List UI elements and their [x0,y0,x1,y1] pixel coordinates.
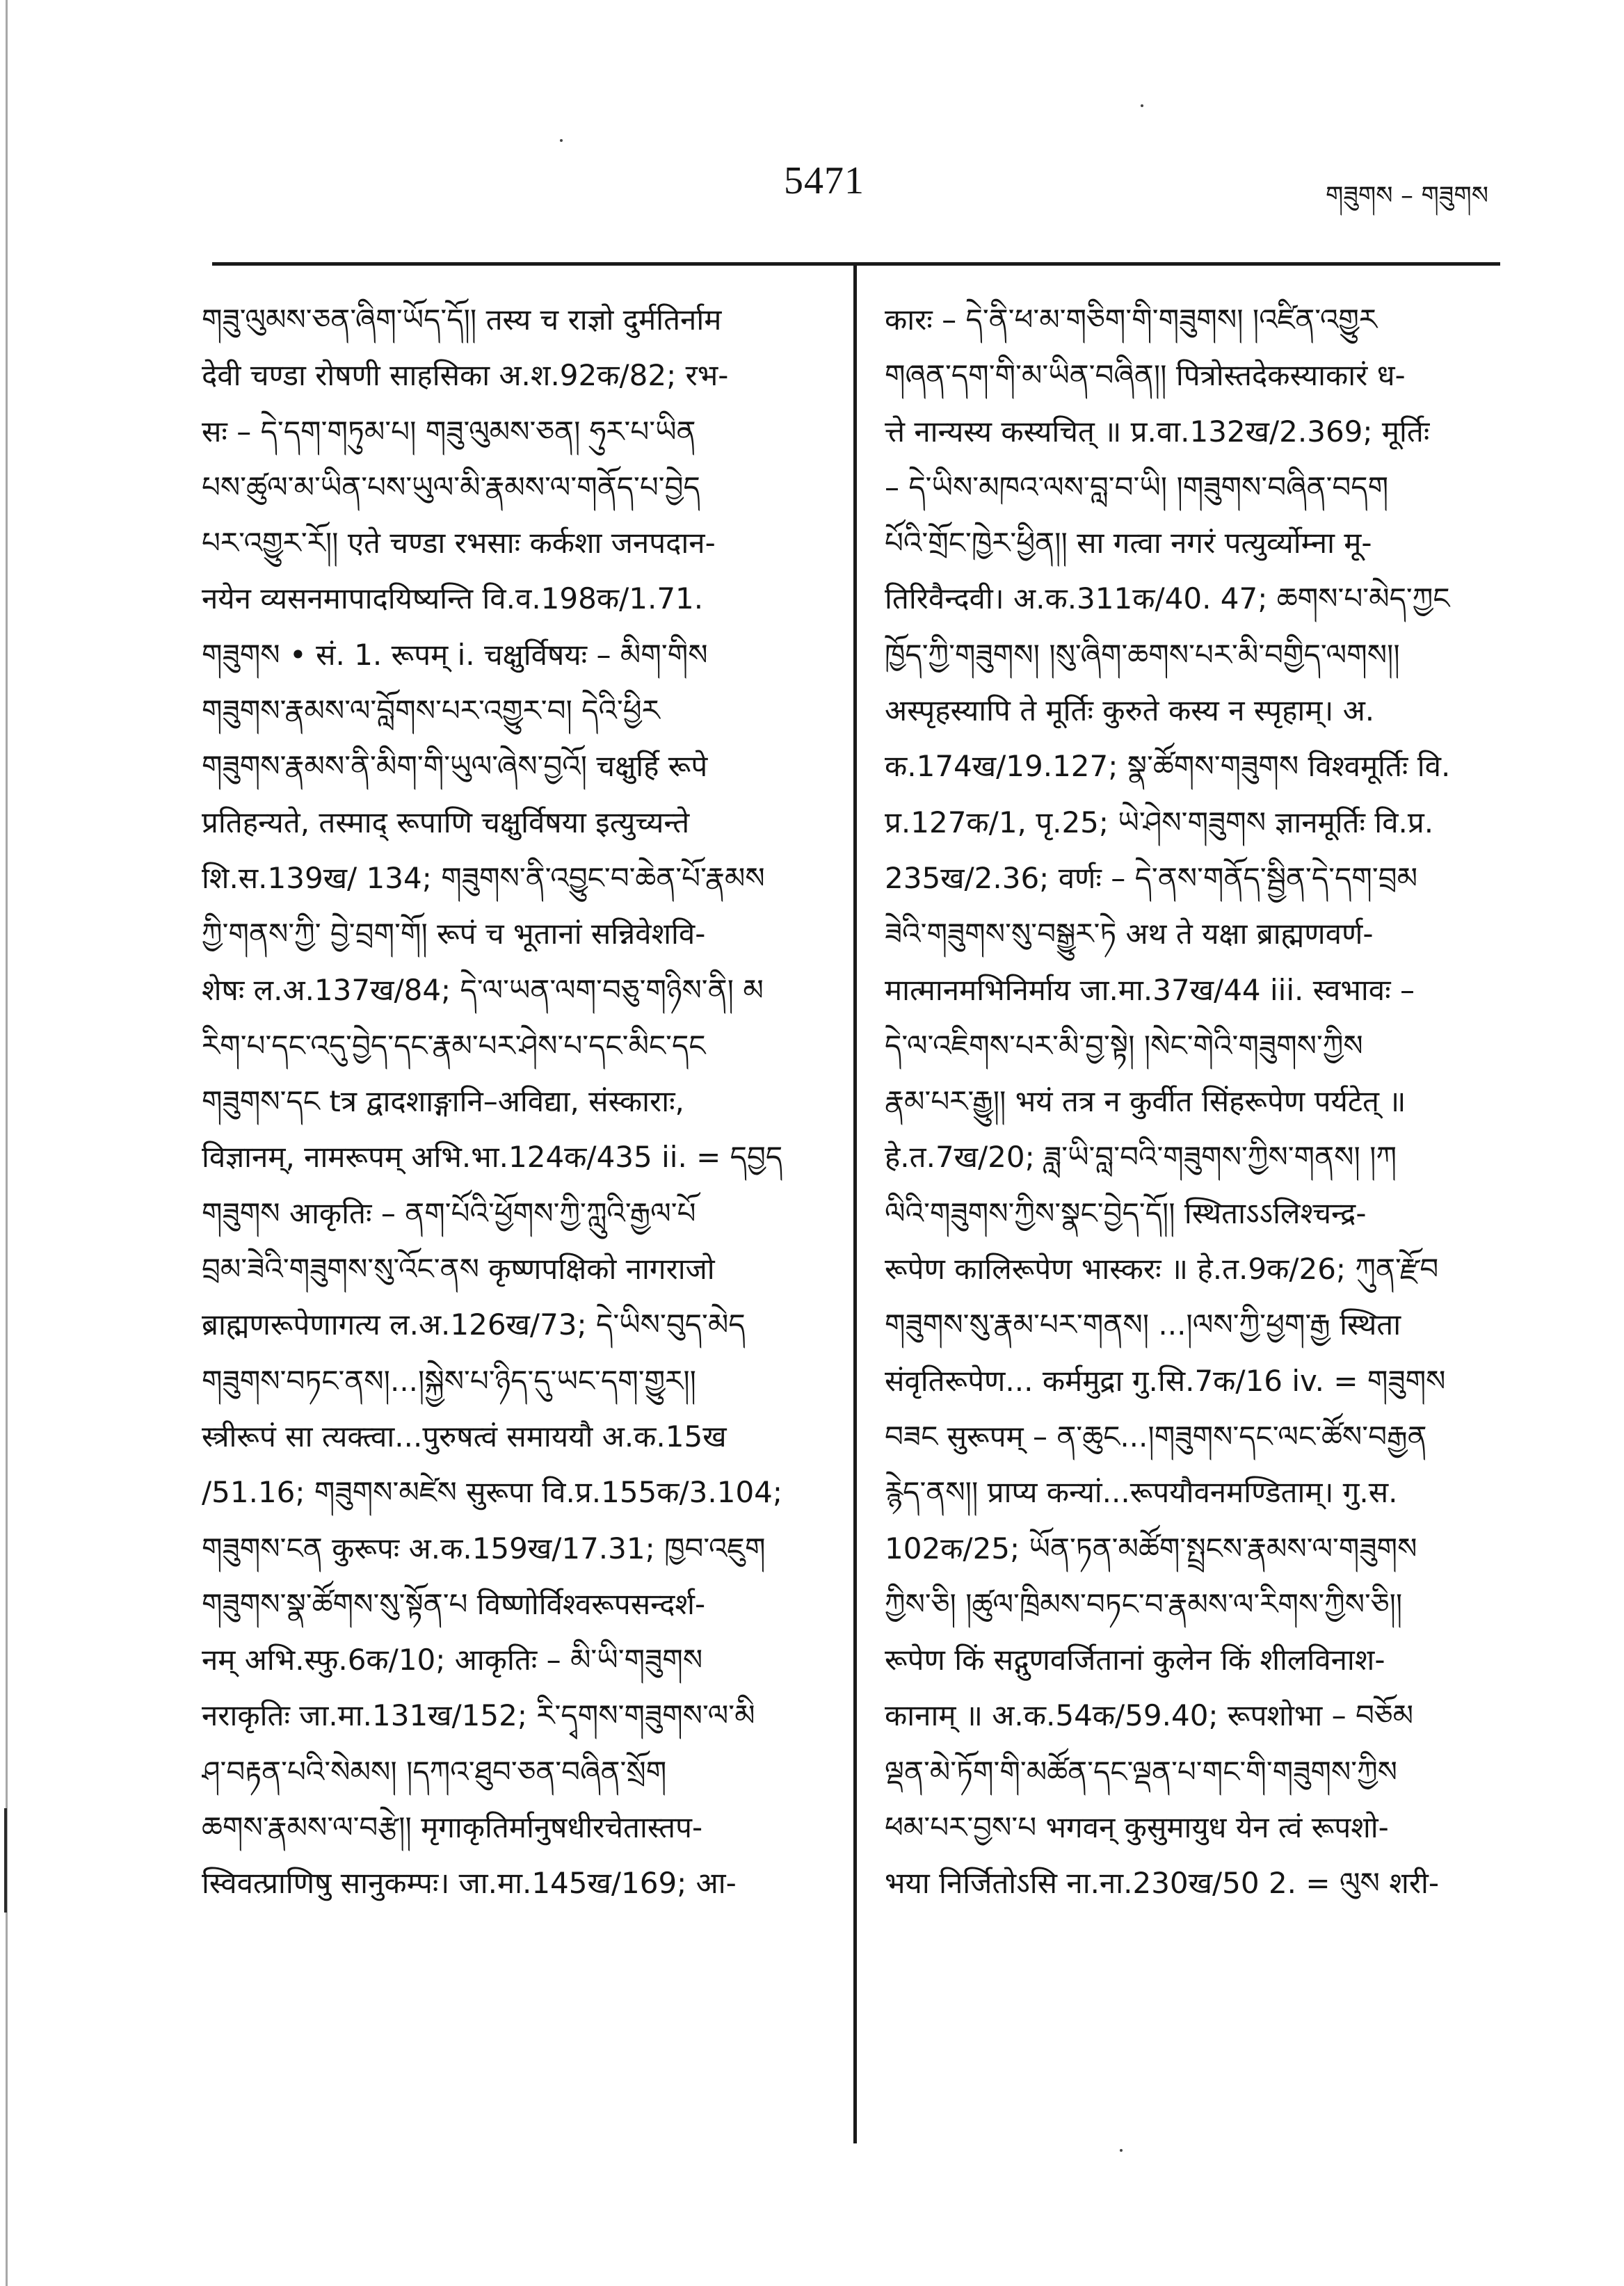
entry-line: ཀྱིས་ཅི། །ཚུལ་ཁྲིམས་བཏང་བ་རྣམས་ལ་རིགས་ཀྱིས་ཅི།། [885,1586,1403,1621]
entry-line: नराकृतिः जा.मा.131ख/152; རི་དྭགས་གཟུགས་ལ་མི [202,1698,755,1733]
entry-line: रूपेण कालिरूपेण भास्करः ॥ हे.त.9क/26; ཀུན་རྫོབ [885,1252,1439,1287]
scan-edge-rule [6,0,8,2286]
entry-line: ཤ་བརྟན་པའི་སེམས། །དཀའ་ཐུབ་ཅན་བཞིན་སྲོག [202,1754,667,1789]
entry-line: གཟུགས་དང tत्र द्वादशाङ्गानि–अविद्या, संस्काराः, [202,1084,684,1119]
entry-line: भया निर्जितोऽसि ना.ना.230ख/50 2. = ལུས शरी- [885,1866,1440,1901]
entry-line: ལྡན་མེ་ཏོག་གི་མཚོན་དང་ལྡན་པ་གང་གི་གཟུགས་ཀྱིས [885,1754,1398,1789]
entry-line: शि.स.139ख/ 134; གཟུགས་ནི་འབྱུང་བ་ཆེན་པོ་རྣམས [202,860,765,895]
page-number: 5471 [784,159,865,202]
entry-line: शेषः ल.अ.137ख/84; དེ་ལ་ཡན་ལག་བཅུ་གཉིས་ནི། མ [202,972,764,1007]
entry-line: प्र.127क/1, पृ.25; ཡེ་ཤེས་གཟུགས ज्ञानमूर्तिः वि.प्र. [885,805,1434,839]
entry-line: བཟང सुरूपम् – ན་ཆུང...།གཟུགས་དང་ལང་ཚོས་བརྒྱན [885,1419,1427,1454]
entry-line: གཟུགས་ངན कुरूपः अ.क.159ख/17.31; ཁྱབ་འཇུག [202,1531,766,1565]
entry-line: कारः – དེ་ནི་ཕ་མ་གཅིག་གི་གཟུགས། །འཛིན་འགྱུར [885,303,1378,337]
entry-line: གཞན་དག་གི་མ་ཡིན་བཞིན།། पित्रोस्तदेकस्याकारं ध- [885,358,1406,393]
scan-speck [1120,2149,1123,2152]
entry-line: 235ख/2.36; वर्णः – དེ་ནས་གནོད་སྦྱིན་དེ་དག་བྲམ [885,860,1418,895]
entry-line: གཟུགས་བཏང་ནས།...།སྐྱེས་པ་ཉིད་དུ་ཡང་དག་གྱུར།། [202,1363,696,1398]
entry-line: རྣམ་པར་རྒྱུ།། भयं तत्र न कुर्वीत सिंहरूपेण पर्यटेत् ॥ [885,1084,1406,1119]
entry-line: རྙེད་ནས།། प्राप्य कन्यां...रूपयौवनमण्डिताम्। गु.स. [885,1475,1398,1510]
entry-line: अस्पृहस्यापि ते मूर्तिः कुरुते कस्य न स्पृहाम्। अ. [885,693,1375,728]
entry-line: ལིའི་གཟུགས་ཀྱིས་སྣང་བྱེད་དོ།། स्थिताऽऽलिश्चन्द्र- [885,1196,1367,1230]
entry-line: तिरिवैन्दवी। अ.क.311क/40. 47; ཆགས་པ་མེད་ཀྱང [885,581,1450,616]
entry-line: – དེ་ཡིས་མཁའ་ལས་བླ་བ་ཡི། །གཟུགས་བཞིན་བདག [885,469,1389,504]
entry-line: གཟུགས་རྣམས་ལ་བློགས་པར་འགྱུར་བ། དེའི་ཕྱིར [202,693,660,728]
entry-line: त्ते नान्यस्य कस्यचित् ॥ प्र.वा.132ख/2.369; मूर्तिः [885,414,1430,449]
entry-line: ब्राह्मणरूपेणागत्य ल.अ.126ख/73; དེ་ཡིས་བུད་མེད [202,1307,746,1342]
running-head: གཟུགས – གཟུགས [1326,182,1488,210]
entry-line: कानाम् ॥ अ.क.54क/59.40; रूपशोभा – བཅོམ [885,1698,1414,1733]
right-column [885,292,1507,1912]
entry-line: གཟུགས • सं. 1. रूपम् i. चक्षुर्विषयः – མིག་གིས [202,637,708,672]
entry-line: དེ་ལ་འཇིགས་པར་མི་བྱ་སྟེ། །སེང་གེའི་གཟུགས་ཀྱིས [885,1028,1363,1063]
scan-speck [1141,104,1143,107]
entry-line: པར་འགྱུར་རོ།། एते चण्डा रभसाः कर्कशा जनपदान- [202,526,716,561]
entry-line: ཁྱོད་ཀྱི་གཟུགས། །སུ་ཞིག་ཆགས་པར་མི་བགྱིད་ལགས།། [885,637,1400,672]
entry-line: 102क/25; ཡོན་ཏན་མཚོག་སྤྲངས་རྣམས་ལ་གཟུགས [885,1531,1417,1565]
entry-line: नम् अभि.स्फु.6क/10; आकृतिः – མི་ཡི་གཟུགས [202,1643,703,1677]
entry-line: ཆགས་རྣམས་ལ་བརྩེ།། मृगाकृतिर्मानुषधीरचेतास्तप- [202,1810,703,1845]
scan-speck [560,139,563,142]
entry-line: रूपेण किं सद्गुणवर्जितानां कुलेन किं शीलविनाश- [885,1643,1385,1677]
entry-line: सः – དེ་དག་གཏུམ་པ། གཟུ་ལུམས་ཅན། ཧུར་པ་ཡིན [202,414,696,449]
entry-line: བྲམ་ཟེའི་གཟུགས་སུ་འོང་ནས कृष्णपक्षिको नागराजो [202,1252,715,1287]
entry-line: གཟུགས་སྣ་ཚོགས་སུ་སྟོན་པ विष्णोर्विश्वरूपसन्दर्श- [202,1586,706,1621]
entry-line: ཕམ་པར་བྱས་པ भगवन् कुसुमायुध येन त्वं रूपशो- [885,1810,1389,1845]
entry-line: क.174ख/19.127; སྣ་ཚོགས་གཟུགས विश्वमूर्तिः वि. [885,749,1451,784]
entry-line: देवी चण्डा रोषणी साहसिका अ.श.92क/82; रभ- [202,358,729,393]
entry-line: संवृतिरूपेण... कर्ममुद्रा गु.सि.7क/16 iv. = གཟུགས [885,1363,1446,1398]
entry-line: हे.त.7ख/20; ཟླ་ཡི་བླ་བའི་གཟུགས་ཀྱིས་གནས། །ཀ [885,1140,1397,1175]
column-divider [853,266,857,2143]
entry-line: नयेन व्यसनमापादयिष्यन्ति वि.व.198क/1.71. [202,581,704,616]
entry-line: स्त्रीरूपं सा त्यक्त्वा...पुरुषत्वं समाययौ अ.क.15ख [202,1419,727,1454]
entry-line: གཟུ་ལུམས་ཅན་ཞིག་ཡོད་དོ།། तस्य च राज्ञो दुर्मतिर्नाम [202,303,722,337]
entry-line: प्रतिहन्यते, तस्माद् रूपाणि चक्षुर्विषया इत्युच्यन्ते [202,805,690,839]
entry-line: स्विवत्प्राणिषु सानुकम्पः। जा.मा.145ख/169; आ- [202,1866,737,1901]
entry-line: གཟུགས आकृतिः – ནག་པོའི་ཕྱོགས་ཀྱི་ཀླུའི་རྒྱལ་པོ [202,1196,696,1230]
entry-line: གཟུགས་རྣམས་ནི་མིག་གི་ཡུལ་ཞེས་བྱའོ། चक्षुर्हि रूपे [202,749,708,784]
left-column [202,292,835,1912]
entry-line: विज्ञानम्, नामरूपम् अभि.भा.124क/435 ii. = དབྱད [202,1140,783,1175]
entry-line: རིག་པ་དང་འདུ་བྱེད་དང་རྣམ་པར་ཤེས་པ་དང་མིང་དང [202,1028,706,1063]
entry-line: པས་ཚུལ་མ་ཡིན་པས་ཡུལ་མི་རྣམས་ལ་གནོད་པ་བྱེད [202,469,700,504]
entry-line: मात्मानमभिनिर्माय जा.मा.37ख/44 iii. स्वभावः – [885,972,1415,1007]
entry-line: ཀྱི་གནས་ཀྱི་ བྱེ་བྲག་གོ། रूपं च भूतानां सन्निवेशवि- [202,917,706,951]
entry-line: པོའི་གྲོང་ཁྱེར་ཕྱིན།། सा गत्वा नगरं पत्युर्व्योम्ना मू- [885,526,1372,561]
entry-line: ཟེའི་གཟུགས་སུ་བསྒྱུར་ཏེ अथ ते यक्षा ब्राह्मणवर्ण- [885,917,1374,951]
entry-line: /51.16; གཟུགས་མཛེས सुरूपा वि.प्र.155क/3.104; [202,1475,783,1510]
scan-edge-mark [4,1808,7,1913]
entry-line: གཟུགས་སུ་རྣམ་པར་གནས། ...།ལས་ཀྱི་ཕྱག་རྒྱ स्थिता [885,1307,1401,1342]
